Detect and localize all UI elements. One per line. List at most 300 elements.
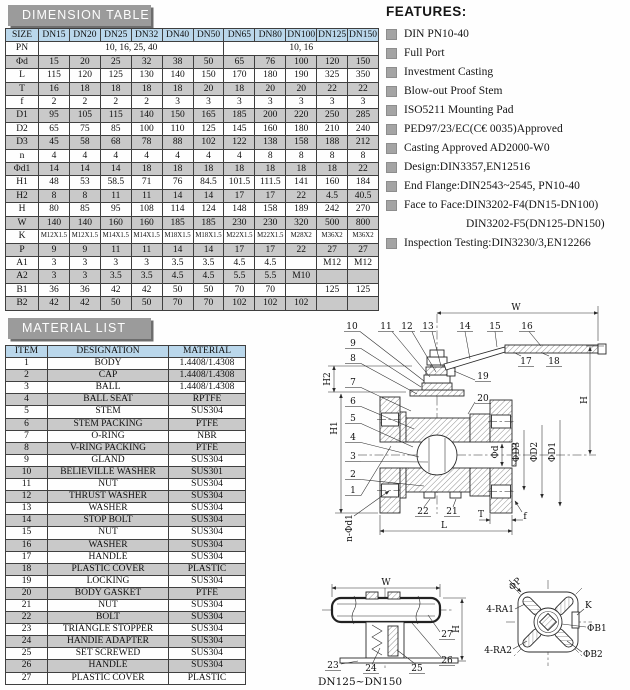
dimension-cell: 71: [131, 176, 162, 189]
dimension-cell: 27: [348, 243, 379, 256]
material-cell: 19: [6, 575, 48, 587]
dimension-cell: 115: [100, 109, 131, 122]
dimension-cell: 2: [100, 96, 131, 109]
dimension-cell: 325: [317, 69, 348, 82]
dimension-cell: 20: [69, 55, 100, 68]
callout-7: 7: [350, 378, 356, 388]
feature-text: Casting Approved AD2000-W0: [404, 142, 550, 154]
dimension-cell: M22X1.5: [255, 230, 286, 243]
pad-label-ra1: 4-RA1: [486, 605, 514, 615]
dim-d1-label: ΦD1: [548, 441, 558, 463]
dimension-cell: 140: [162, 69, 193, 82]
dimension-cell: 95: [100, 203, 131, 216]
dimension-cell: 111.5: [255, 176, 286, 189]
dimension-cell: 22: [286, 189, 317, 202]
bullet-icon: [386, 162, 397, 173]
dimension-cell: 2: [131, 96, 162, 109]
material-table-body: [6, 346, 246, 685]
dimension-cell: 185: [193, 216, 224, 229]
feature-item: [386, 139, 628, 158]
dimension-cell: 80: [39, 203, 70, 216]
material-row: [6, 672, 246, 684]
callout-4: 4: [350, 433, 356, 443]
dimension-cell: 115: [39, 69, 70, 82]
material-row: [6, 479, 246, 491]
feature-text: Investment Casting: [404, 66, 494, 78]
material-cell: 26: [6, 660, 48, 672]
column-header: ITEM: [6, 346, 48, 358]
column-header: DN32: [131, 29, 162, 42]
row-label: H2: [6, 189, 39, 202]
dimension-row: [6, 109, 379, 122]
callout-15: 15: [489, 322, 501, 332]
dimension-cell: 4: [69, 149, 100, 162]
material-row: [6, 575, 246, 587]
material-cell: NBR: [169, 430, 246, 442]
pad-label-b2: ΦB2: [583, 650, 603, 660]
row-label: L: [6, 69, 39, 82]
dimension-cell: 85: [100, 122, 131, 135]
features-list: [386, 25, 628, 253]
dimension-cell: 122: [224, 136, 255, 149]
dimension-cell: 100: [286, 55, 317, 68]
material-cell: BALL SEAT: [48, 394, 169, 406]
dimension-cell: 78: [131, 136, 162, 149]
dimension-cell: 18: [131, 163, 162, 176]
material-cell: RPTFE: [169, 394, 246, 406]
dimension-cell: M12X1.5: [69, 230, 100, 243]
mounting-pad-drawing: [484, 576, 607, 666]
row-label: D1: [6, 109, 39, 122]
dimension-cell: 8: [39, 189, 70, 202]
dimension-cell: 188: [317, 136, 348, 149]
column-header: DN40: [162, 29, 193, 42]
dimension-cell: 50: [100, 297, 131, 310]
dimension-cell: 200: [255, 109, 286, 122]
dimension-table: [5, 28, 379, 311]
pn-row: [6, 42, 379, 55]
dimension-cell: 18: [286, 163, 317, 176]
dimension-cell: 8: [348, 149, 379, 162]
dimension-row: [6, 122, 379, 135]
material-cell: 18: [6, 563, 48, 575]
dimension-cell: 3.5: [162, 256, 193, 269]
dimension-cell: 170: [224, 69, 255, 82]
bullet-icon: [386, 67, 397, 78]
pad-label-b1: ΦB1: [587, 624, 607, 634]
dimension-cell: 285: [348, 109, 379, 122]
dimension-cell: 4.5: [317, 189, 348, 202]
dimension-cell: 125: [100, 69, 131, 82]
dimension-cell: 50: [193, 55, 224, 68]
material-cell: 4: [6, 394, 48, 406]
material-cell: SUS304: [169, 612, 246, 624]
dimension-cell: 14: [162, 189, 193, 202]
row-label: B2: [6, 297, 39, 310]
material-cell: 6: [6, 418, 48, 430]
material-cell: PLASTIC: [169, 672, 246, 684]
material-row: [6, 503, 246, 515]
dimension-cell: 14: [100, 163, 131, 176]
dimension-cell: 95: [39, 109, 70, 122]
material-cell: SUS304: [169, 503, 246, 515]
material-cell: 21: [6, 599, 48, 611]
dimension-cell: 180: [255, 69, 286, 82]
dimension-cell: 50: [193, 283, 224, 296]
dimension-cell: 160: [131, 216, 162, 229]
row-label: A1: [6, 256, 39, 269]
dimension-cell: 160: [317, 176, 348, 189]
material-cell: SUS301: [169, 466, 246, 478]
material-cell: SUS304: [169, 636, 246, 648]
dimension-cell: 53: [69, 176, 100, 189]
dimension-cell: 5.5: [255, 270, 286, 283]
dimension-cell: 17: [255, 243, 286, 256]
column-header: DN65: [224, 29, 255, 42]
dimension-cell: 18: [255, 163, 286, 176]
dimension-cell: 18: [224, 82, 255, 95]
dimension-cell: 4: [39, 149, 70, 162]
material-cell: 1.4408/1.4308: [169, 370, 246, 382]
row-label: f: [6, 96, 39, 109]
dimension-cell: 17: [255, 189, 286, 202]
dimension-cell: 4: [193, 149, 224, 162]
dimension-row: [6, 216, 379, 229]
dimension-row: [6, 189, 379, 202]
dimension-cell: 3: [348, 96, 379, 109]
material-cell: SET SCREWED: [48, 648, 169, 660]
column-header: DN100: [287, 30, 316, 40]
dimension-cell: 3: [162, 96, 193, 109]
feature-text: ISO5211 Mounting Pad: [404, 104, 514, 116]
material-row: [6, 491, 246, 503]
callout-1: 1: [350, 486, 356, 496]
dimension-cell: M36X2: [317, 230, 348, 243]
dimension-cell: M14X1.5: [100, 230, 131, 243]
dimension-cell: 148: [224, 203, 255, 216]
material-cell: 2: [6, 370, 48, 382]
column-header: DN20: [69, 29, 100, 42]
material-cell: 12: [6, 491, 48, 503]
dimension-cell: 75: [69, 122, 100, 135]
dimension-row: [6, 256, 379, 269]
dimension-cell: 150: [162, 109, 193, 122]
column-header: DN150: [349, 30, 378, 40]
row-label: D3: [6, 136, 39, 149]
row-label: D2: [6, 122, 39, 135]
feature-text: Face to Face:DIN3202-F4(DN15-DN100): [404, 199, 599, 211]
dimension-cell: 85: [69, 203, 100, 216]
dimension-cell: M14X1.5: [131, 230, 162, 243]
material-cell: GLAND: [48, 454, 169, 466]
dimension-cell: 18: [162, 82, 193, 95]
feature-item: [386, 44, 628, 63]
material-row: [6, 636, 246, 648]
dimension-cell: 114: [162, 203, 193, 216]
dimension-row: [6, 55, 379, 68]
callout-16: 16: [521, 322, 533, 332]
callout-25: 25: [411, 664, 423, 674]
material-cell: NUT: [48, 599, 169, 611]
dimension-row: [6, 82, 379, 95]
pad-dim-p-label: ΦP: [507, 576, 524, 593]
material-cell: 3: [6, 382, 48, 394]
feature-item: [386, 120, 628, 139]
dimension-cell: 140: [69, 216, 100, 229]
material-row: [6, 539, 246, 551]
callout-10: 10: [346, 322, 358, 332]
dimension-cell: 102: [286, 297, 317, 310]
dimension-cell: 70: [162, 297, 193, 310]
material-cell: 1.4408/1.4308: [169, 382, 246, 394]
material-row: [6, 394, 246, 406]
column-header: SIZE: [6, 29, 39, 42]
column-header: DN125: [318, 30, 347, 40]
dimension-cell: 45: [39, 136, 70, 149]
material-cell: PTFE: [169, 442, 246, 454]
material-cell: 22: [6, 612, 48, 624]
material-cell: V-RING PACKING: [48, 442, 169, 454]
material-cell: CAP: [48, 370, 169, 382]
material-cell: O-RING: [48, 430, 169, 442]
dimension-table-title: DIMENSION TABLE: [8, 5, 151, 26]
callout-26: 26: [441, 656, 453, 666]
dimension-cell: M28X2: [286, 230, 317, 243]
material-cell: NUT: [48, 527, 169, 539]
feature-text: End Flange:DIN2543~2545, PN10-40: [404, 180, 580, 192]
row-label: Φd: [6, 55, 39, 68]
callout-12: 12: [401, 322, 413, 332]
material-row: [6, 599, 246, 611]
handle-detail-drawing: [318, 578, 466, 688]
material-row: [6, 660, 246, 672]
dimension-cell: 4: [131, 149, 162, 162]
callout-9: 9: [350, 339, 356, 349]
dimension-cell: 84.5: [193, 176, 224, 189]
callout-24: 24: [365, 664, 377, 674]
dimension-cell: 3: [39, 256, 70, 269]
material-row: [6, 418, 246, 430]
dimension-cell: 212: [348, 136, 379, 149]
dimension-cell: 165: [193, 109, 224, 122]
dimension-cell: 500: [317, 216, 348, 229]
dimension-cell: 5.5: [224, 270, 255, 283]
column-header: MATERIAL: [169, 346, 246, 358]
dim-w-label: W: [511, 303, 521, 313]
pn-right: 10, 16: [224, 42, 379, 55]
dimension-cell: 27: [317, 243, 348, 256]
dim-f-label: f: [523, 512, 527, 522]
callout-20: 20: [477, 394, 489, 404]
dimension-cell: 2: [69, 96, 100, 109]
dimension-cell: 14: [162, 243, 193, 256]
bullet-icon: [386, 86, 397, 97]
dimension-cell: 3: [131, 256, 162, 269]
callout-21: 21: [446, 507, 458, 517]
feature-text: Blow-out Proof Stem: [404, 85, 503, 97]
bullet-icon: [386, 105, 397, 116]
material-cell: SUS304: [169, 479, 246, 491]
dimension-cell: 3: [255, 96, 286, 109]
material-cell: 23: [6, 624, 48, 636]
callout-6: 6: [350, 397, 356, 407]
dimension-cell: 8: [317, 149, 348, 162]
row-label: PN: [6, 42, 39, 55]
dimension-cell: M12: [348, 256, 379, 269]
material-cell: SUS304: [169, 539, 246, 551]
dimension-cell: 220: [286, 109, 317, 122]
dimension-cell: [348, 270, 379, 283]
material-row: [6, 515, 246, 527]
dimension-cell: 11: [100, 189, 131, 202]
material-row: [6, 563, 246, 575]
dimension-row: [6, 243, 379, 256]
dimension-cell: 101.5: [224, 176, 255, 189]
dimension-cell: 240: [348, 122, 379, 135]
dimension-cell: 36: [69, 283, 100, 296]
dimension-cell: 100: [131, 122, 162, 135]
row-label: T: [6, 82, 39, 95]
dimension-cell: 22: [348, 163, 379, 176]
dim-nd1-label: n-Φd1: [345, 514, 355, 542]
dimension-cell: 50: [162, 283, 193, 296]
column-header: DN15: [39, 29, 70, 42]
callout-2: 2: [350, 470, 356, 480]
feature-item: [386, 234, 628, 253]
dimension-cell: 4.5: [255, 256, 286, 269]
dimension-cell: 3: [69, 256, 100, 269]
dimension-cell: 17: [224, 189, 255, 202]
material-cell: 15: [6, 527, 48, 539]
material-cell: 7: [6, 430, 48, 442]
bullet-icon: [386, 143, 397, 154]
dimension-cell: 65: [39, 122, 70, 135]
dimension-cell: 138: [255, 136, 286, 149]
dimension-cell: 18: [131, 82, 162, 95]
bullet-icon: [386, 29, 397, 40]
dim-h2-label: H2: [323, 372, 333, 386]
dimension-cell: 120: [317, 55, 348, 68]
dimension-cell: 65: [224, 55, 255, 68]
dimension-cell: 150: [193, 69, 224, 82]
detail-dim-h-label: H: [452, 625, 462, 633]
callout-11: 11: [380, 322, 392, 332]
dimension-cell: 3: [193, 96, 224, 109]
callout-5: 5: [350, 414, 356, 424]
feature-text: Full Port: [404, 47, 445, 59]
dimension-cell: M36X2: [348, 230, 379, 243]
dimension-cell: 185: [224, 109, 255, 122]
dimension-row: [6, 203, 379, 216]
dim-h1-label: H1: [330, 421, 340, 435]
material-cell: 20: [6, 587, 48, 599]
material-cell: PLASTIC COVER: [48, 672, 169, 684]
material-cell: THRUST WASHER: [48, 491, 169, 503]
dimension-cell: 158: [286, 136, 317, 149]
dimension-cell: 3.5: [131, 270, 162, 283]
material-cell: 25: [6, 648, 48, 660]
dimension-cell: 4: [224, 149, 255, 162]
material-cell: PTFE: [169, 418, 246, 430]
dimension-cell: M18X1.5: [162, 230, 193, 243]
dimension-cell: 160: [255, 122, 286, 135]
pad-label-ra2: 4-RA2: [484, 646, 512, 656]
material-row: [6, 406, 246, 418]
dimension-cell: 102: [255, 297, 286, 310]
material-cell: SUS304: [169, 660, 246, 672]
material-cell: SUS304: [169, 527, 246, 539]
dimension-cell: 125: [317, 283, 348, 296]
column-header: DESIGNATION: [48, 346, 169, 358]
material-cell: BALL: [48, 382, 169, 394]
dimension-cell: 18: [193, 163, 224, 176]
dimension-cell: 42: [39, 297, 70, 310]
material-cell: 1.4408/1.4308: [169, 358, 246, 370]
dimension-cell: 158: [255, 203, 286, 216]
dimension-cell: 4.5: [193, 270, 224, 283]
feature-item: [386, 63, 628, 82]
pad-label-k: K: [585, 601, 592, 611]
dimension-cell: 3: [100, 256, 131, 269]
callout-27: 27: [441, 630, 453, 640]
feature-item: [386, 25, 628, 44]
features-section: [386, 4, 628, 253]
row-label: H: [6, 203, 39, 216]
dimension-cell: 250: [317, 109, 348, 122]
material-cell: STEM PACKING: [48, 418, 169, 430]
dimension-cell: 140: [131, 109, 162, 122]
dimension-cell: 150: [348, 55, 379, 68]
dimension-row: [6, 176, 379, 189]
material-cell: BODY GASKET: [48, 587, 169, 599]
material-cell: SUS304: [169, 648, 246, 660]
dimension-row: [6, 136, 379, 149]
material-cell: BODY: [48, 358, 169, 370]
feature-item-continuation: [386, 215, 628, 234]
dimension-cell: 102: [224, 297, 255, 310]
callout-8: 8: [350, 354, 356, 364]
material-row: [6, 430, 246, 442]
dimension-cell: 3.5: [193, 256, 224, 269]
dimension-cell: 18: [224, 163, 255, 176]
dimension-row: [6, 149, 379, 162]
dimension-cell: 125: [348, 283, 379, 296]
column-header: DN25: [100, 29, 131, 42]
dimension-cell: 110: [162, 122, 193, 135]
callout-3: 3: [350, 452, 356, 462]
dimension-cell: 9: [69, 243, 100, 256]
material-cell: HANDIE ADAPTER: [48, 636, 169, 648]
dimension-cell: 9: [39, 243, 70, 256]
dimension-cell: 160: [100, 216, 131, 229]
feature-text: DIN PN10-40: [404, 28, 469, 40]
dimension-cell: 124: [193, 203, 224, 216]
material-row: [6, 648, 246, 660]
dimension-cell: 130: [131, 69, 162, 82]
dimension-cell: 20: [255, 82, 286, 95]
material-cell: 10: [6, 466, 48, 478]
material-cell: HANDLE: [48, 551, 169, 563]
material-cell: 17: [6, 551, 48, 563]
dimension-cell: 4: [100, 149, 131, 162]
material-cell: SUS304: [169, 551, 246, 563]
material-cell: 14: [6, 515, 48, 527]
material-cell: 9: [6, 454, 48, 466]
feature-item: [386, 196, 628, 215]
material-cell: 16: [6, 539, 48, 551]
dimension-cell: 76: [255, 55, 286, 68]
detail-dim-w-label: W: [381, 578, 391, 588]
